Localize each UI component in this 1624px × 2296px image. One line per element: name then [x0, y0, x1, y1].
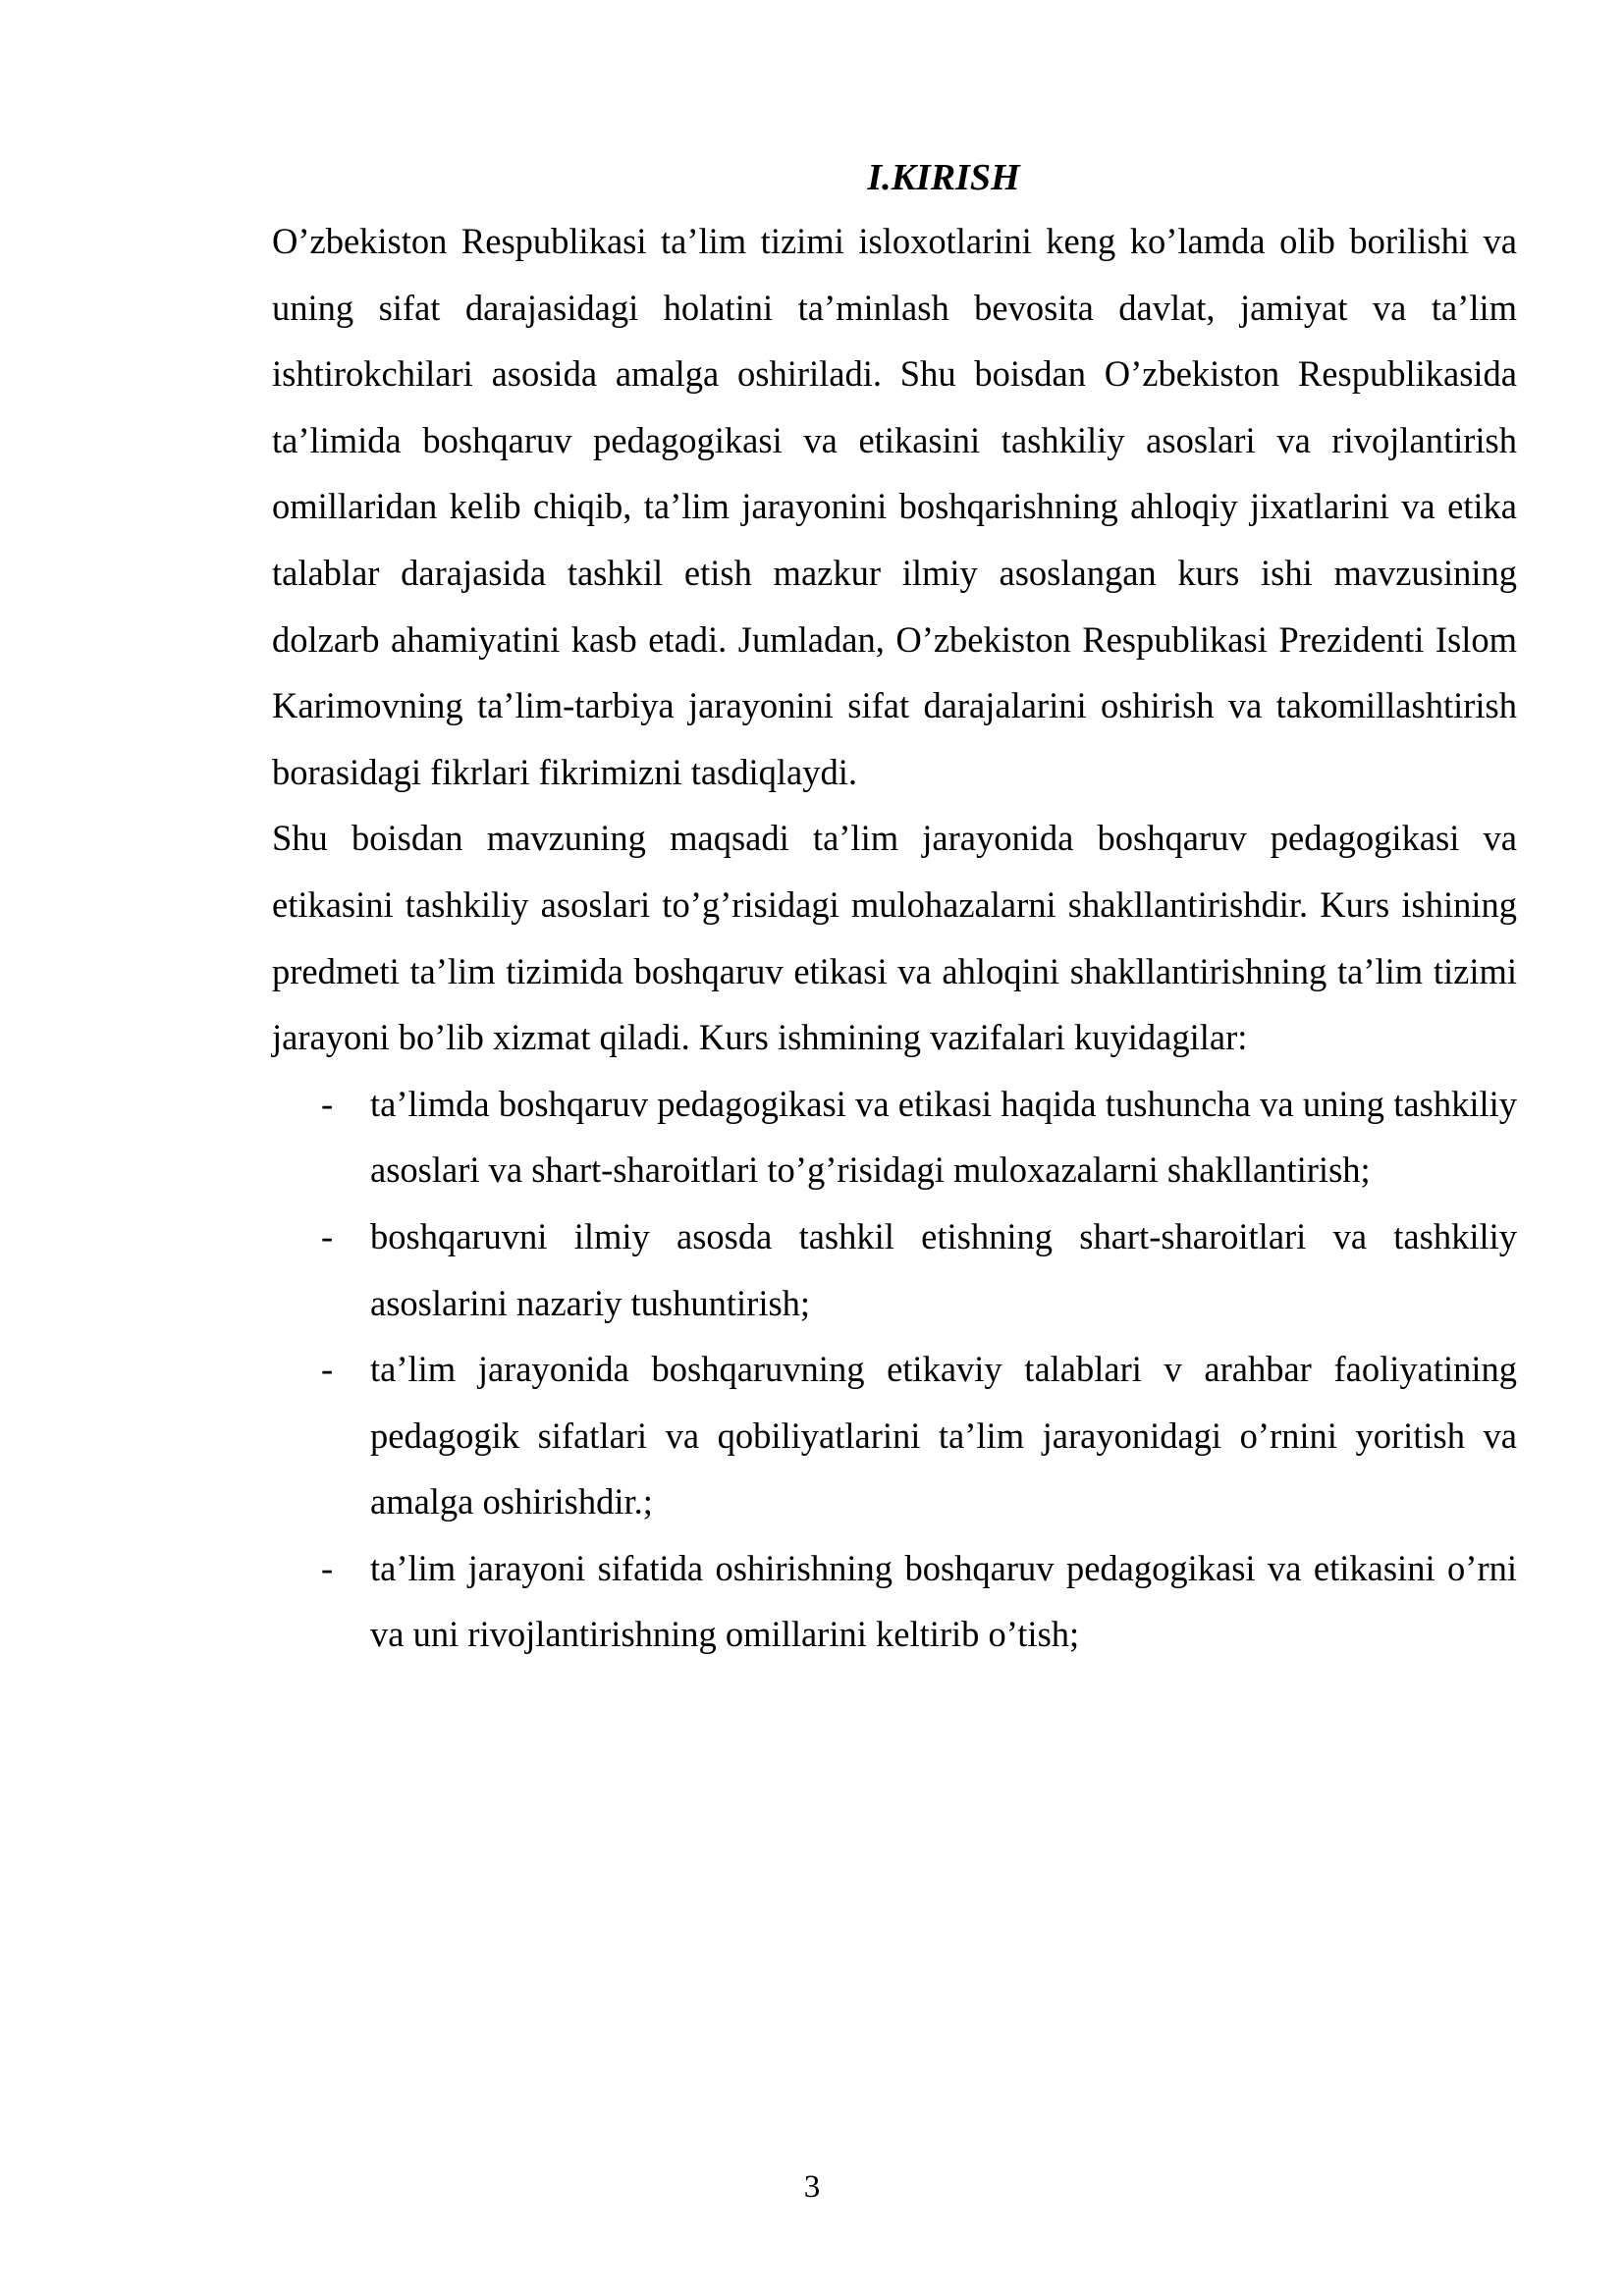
- list-dash: -: [321, 1349, 334, 1390]
- list-item: [272, 1336, 1517, 1535]
- list-item: [272, 1535, 1517, 1668]
- page-body: [272, 147, 1517, 1668]
- list-item-text: boshqaruvni ilmiy asosda tashkil etishning shart-sharoitlari va tashkiliy asoslarini nazariy tushuntirish;: [370, 1215, 1517, 1323]
- tasks-list: [272, 1071, 1517, 1668]
- intro-paragraph: O’zbekiston Respublikasi ta’lim tizimi isloxotlarini keng ko’lamda olib borilishi va uning sifat darajasidagi holatini ta’minlash bevosita davlat, jamiyat va ta’lim ishtirokchilari asosida amalga oshiriladi. Shu boisdan O’zbekiston Respublikasida ta’limida boshqaruv pedagogikasi va etikasini tashkiliy asoslari va rivojlantirish omillaridan kelib chiqib, ta’lim jarayonini boshqarishning ahloqiy jixatlarini va etika talablar darajasida tashkil etish mazkur ilmiy asoslangan kurs ishi mavzusining dolzarb ahamiyatini kasb etadi. Jumladan, O’zbekiston Respublikasi Prezidenti Islom Karimovning ta’lim-tarbiya jarayonini sifat darajalarini oshirish va takomillashtirish borasidagi fikrlari fikrimizni tasdiqlaydi.: [272, 221, 1517, 792]
- list-dash: -: [321, 1547, 334, 1588]
- list-item: [272, 1071, 1517, 1203]
- list-item-text: ta’limda boshqaruv pedagogikasi va etikasi haqida tushuncha va uning tashkiliy asoslari va shart-sharoitlari to’g’risidagi muloxazalarni shakllantirish;: [370, 1083, 1517, 1191]
- page-number: 3: [803, 2169, 821, 2205]
- purpose-paragraph: Shu boisdan mavzuning maqsadi ta’lim jarayonida boshqaruv pedagogikasi va etikasini tashkiliy asoslari to’g’risidagi mulohazalarni shakllantirishdir. Kurs ishining predmeti ta’lim tizimida boshqaruv etikasi va ahloqini shakllantirishning ta’lim tizimi jarayoni bo’lib xizmat qiladi. Kurs ishmining vazifalari kuyidagilar:: [272, 818, 1517, 1058]
- list-dash: -: [321, 1215, 334, 1256]
- section-title: I.KIRISH: [867, 157, 1020, 198]
- list-item-text: ta’lim jarayonida boshqaruvning etikaviy talablari v arahbar faoliyatining pedagogik sifatlari va qobiliyatlarini ta’lim jarayonidagi o’rnini yoritish va amalga oshirishdir.;: [370, 1349, 1517, 1522]
- list-item-text: ta’lim jarayoni sifatida oshirishning boshqaruv pedagogikasi va etikasini o’rni va uni rivojlantirishning omillarini keltirib o’tish;: [370, 1547, 1517, 1655]
- list-dash: -: [321, 1083, 334, 1124]
- list-item: [272, 1203, 1517, 1336]
